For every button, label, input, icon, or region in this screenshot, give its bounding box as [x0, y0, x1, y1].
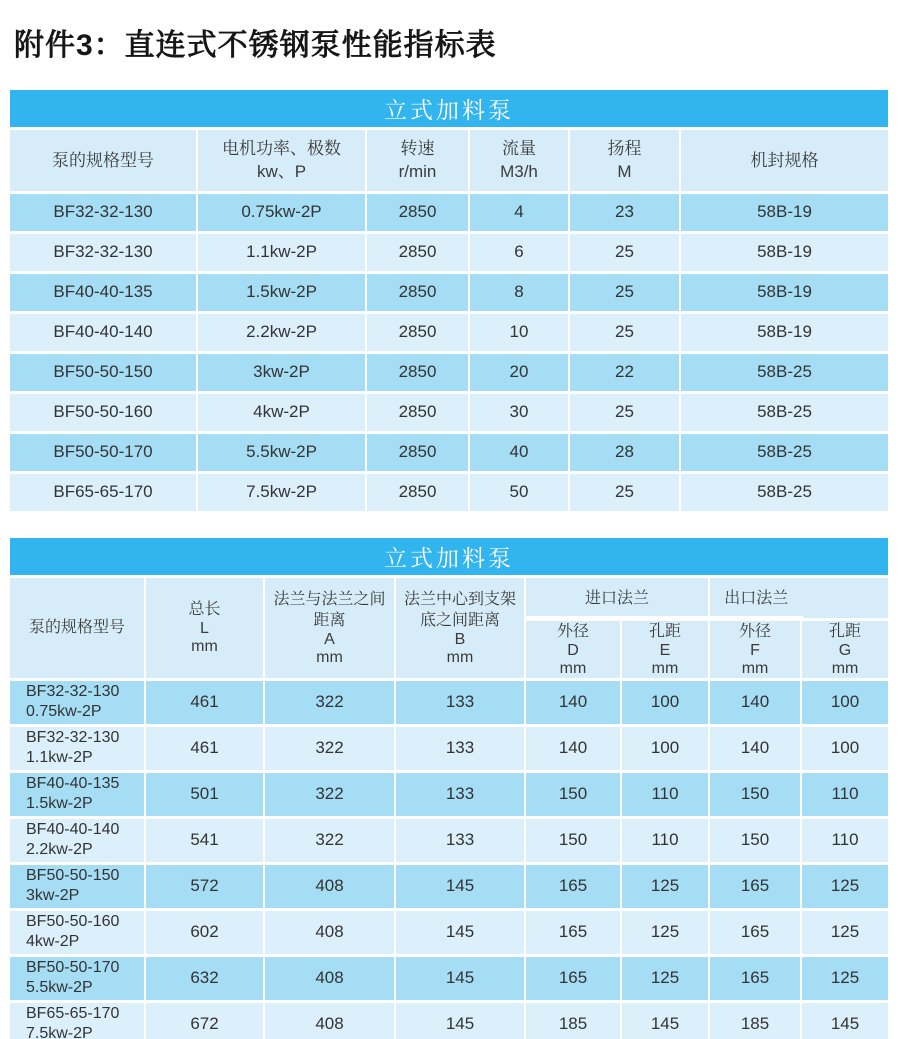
cell-flow: 50: [469, 472, 569, 512]
table-row: [10, 817, 888, 863]
cell-distance-b: 133: [395, 771, 525, 817]
cell-inlet-hole: 125: [621, 909, 709, 955]
cell-power: 0.75kw-2P: [197, 192, 366, 232]
cell-flow: 10: [469, 312, 569, 352]
col-header-flange-distance: 法兰与法兰之间 距离 A mm: [264, 578, 395, 680]
table-row: [10, 312, 888, 352]
col-header-total-length: 总长 L mm: [145, 578, 264, 680]
cell-model: BF32-32-130 1.1kw-2P: [10, 725, 145, 771]
cell-distance-b: 133: [395, 679, 525, 725]
cell-outlet-hole: 100: [801, 679, 888, 725]
cell-model: BF65-65-170 7.5kw-2P: [10, 1001, 145, 1039]
cell-outlet-od: 165: [709, 863, 801, 909]
col-header-inlet-od: 外径 D mm: [525, 619, 621, 679]
cell-model: BF40-40-135: [10, 272, 197, 312]
col-header-inlet-hole-distance: 孔距 E mm: [621, 619, 709, 679]
col-header-outlet-hole-distance: 孔距 G mm: [801, 619, 888, 679]
cell-distance-a: 322: [264, 725, 395, 771]
cell-model: BF65-65-170: [10, 472, 197, 512]
cell-distance-a: 322: [264, 771, 395, 817]
cell-inlet-od: 185: [525, 1001, 621, 1039]
cell-flow: 20: [469, 352, 569, 392]
cell-flow: 30: [469, 392, 569, 432]
cell-speed: 2850: [366, 392, 469, 432]
cell-head: 23: [569, 192, 680, 232]
cell-inlet-od: 150: [525, 771, 621, 817]
cell-inlet-od: 150: [525, 817, 621, 863]
cell-power: 1.5kw-2P: [197, 272, 366, 312]
cell-seal: 58B-19: [680, 232, 888, 272]
cell-model: BF50-50-170: [10, 432, 197, 472]
cell-seal: 58B-19: [680, 312, 888, 352]
cell-inlet-hole: 100: [621, 679, 709, 725]
table-row: [10, 771, 888, 817]
cell-model: BF40-40-140 2.2kw-2P: [10, 817, 145, 863]
cell-inlet-hole: 110: [621, 771, 709, 817]
cell-outlet-hole: 100: [801, 725, 888, 771]
cell-outlet-od: 165: [709, 955, 801, 1001]
cell-inlet-hole: 100: [621, 725, 709, 771]
table-row: [10, 472, 888, 512]
cell-head: 25: [569, 232, 680, 272]
page-title: 附件3：直连式不锈钢泵性能指标表: [14, 29, 497, 62]
cell-distance-a: 408: [264, 909, 395, 955]
cell-inlet-od: 140: [525, 679, 621, 725]
dimensions-table-banner: 立式加料泵: [10, 538, 888, 575]
cell-power: 5.5kw-2P: [197, 432, 366, 472]
cell-flow: 40: [469, 432, 569, 472]
cell-power: 3kw-2P: [197, 352, 366, 392]
cell-distance-b: 145: [395, 863, 525, 909]
cell-total-length: 461: [145, 725, 264, 771]
cell-outlet-od: 185: [709, 1001, 801, 1039]
cell-model: BF50-50-150 3kw-2P: [10, 863, 145, 909]
cell-outlet-od: 165: [709, 909, 801, 955]
cell-outlet-hole: 110: [801, 771, 888, 817]
cell-distance-a: 408: [264, 863, 395, 909]
col-header-seal: 机封规格: [680, 130, 888, 192]
cell-outlet-od: 150: [709, 817, 801, 863]
performance-table-banner: 立式加料泵: [10, 90, 888, 127]
cell-inlet-od: 165: [525, 955, 621, 1001]
cell-seal: 58B-25: [680, 352, 888, 392]
cell-inlet-od: 140: [525, 725, 621, 771]
cell-model: BF32-32-130 0.75kw-2P: [10, 679, 145, 725]
cell-inlet-od: 165: [525, 909, 621, 955]
table-row: [10, 352, 888, 392]
cell-speed: 2850: [366, 432, 469, 472]
table-row: [10, 863, 888, 909]
cell-outlet-hole: 125: [801, 909, 888, 955]
cell-outlet-od: 150: [709, 771, 801, 817]
table-row: [10, 955, 888, 1001]
cell-head: 22: [569, 352, 680, 392]
cell-distance-b: 145: [395, 955, 525, 1001]
cell-power: 2.2kw-2P: [197, 312, 366, 352]
cell-head: 25: [569, 272, 680, 312]
cell-inlet-hole: 145: [621, 1001, 709, 1039]
cell-speed: 2850: [366, 472, 469, 512]
cell-speed: 2850: [366, 232, 469, 272]
cell-power: 1.1kw-2P: [197, 232, 366, 272]
cell-distance-b: 133: [395, 817, 525, 863]
cell-seal: 58B-25: [680, 392, 888, 432]
performance-table-header: [10, 130, 888, 192]
cell-speed: 2850: [366, 272, 469, 312]
cell-seal: 58B-19: [680, 272, 888, 312]
cell-model: BF32-32-130: [10, 192, 197, 232]
cell-head: 25: [569, 312, 680, 352]
cell-total-length: 501: [145, 771, 264, 817]
table-row: [10, 725, 888, 771]
col-header-motor-power: 电机功率、极数 kw、P: [197, 130, 366, 192]
performance-table: [10, 130, 888, 514]
cell-seal: 58B-19: [680, 192, 888, 232]
cell-power: 4kw-2P: [197, 392, 366, 432]
cell-power: 7.5kw-2P: [197, 472, 366, 512]
cell-inlet-hole: 125: [621, 955, 709, 1001]
cell-distance-a: 408: [264, 955, 395, 1001]
col-header-flow: 流量 M3/h: [469, 130, 569, 192]
cell-total-length: 672: [145, 1001, 264, 1039]
col-header-head: 扬程 M: [569, 130, 680, 192]
group-header-inlet-flange: 进口法兰: [525, 578, 709, 620]
cell-head: 25: [569, 472, 680, 512]
cell-head: 28: [569, 432, 680, 472]
cell-outlet-od: 140: [709, 725, 801, 771]
table-row: [10, 192, 888, 232]
cell-total-length: 572: [145, 863, 264, 909]
cell-inlet-od: 165: [525, 863, 621, 909]
cell-distance-a: 408: [264, 1001, 395, 1039]
col-header-center-to-bracket: 法兰中心到支架 底之间距离 B mm: [395, 578, 525, 680]
cell-model: BF40-40-135 1.5kw-2P: [10, 771, 145, 817]
cell-total-length: 632: [145, 955, 264, 1001]
cell-model: BF50-50-170 5.5kw-2P: [10, 955, 145, 1001]
cell-outlet-hole: 110: [801, 817, 888, 863]
cell-speed: 2850: [366, 192, 469, 232]
cell-inlet-hole: 125: [621, 863, 709, 909]
cell-outlet-od: 140: [709, 679, 801, 725]
cell-model: BF32-32-130: [10, 232, 197, 272]
table-row: [10, 909, 888, 955]
col-header-speed: 转速 r/min: [366, 130, 469, 192]
cell-model: BF50-50-160: [10, 392, 197, 432]
table-row: [10, 272, 888, 312]
cell-distance-a: 322: [264, 817, 395, 863]
cell-speed: 2850: [366, 312, 469, 352]
cell-flow: 4: [469, 192, 569, 232]
cell-outlet-hole: 125: [801, 863, 888, 909]
col-header-outlet-od: 外径 F mm: [709, 619, 801, 679]
cell-seal: 58B-25: [680, 432, 888, 472]
dimensions-table-header: [10, 578, 888, 680]
col-header-model: 泵的规格型号: [10, 130, 197, 192]
cell-flow: 8: [469, 272, 569, 312]
cell-total-length: 461: [145, 679, 264, 725]
table-row: [10, 679, 888, 725]
cell-seal: 58B-25: [680, 472, 888, 512]
cell-distance-b: 145: [395, 909, 525, 955]
cell-speed: 2850: [366, 352, 469, 392]
group-header-outlet-flange: 出口法兰: [709, 578, 888, 620]
table-row: [10, 1001, 888, 1039]
document-page: [0, 26, 898, 1039]
cell-distance-a: 322: [264, 679, 395, 725]
table-row: [10, 232, 888, 272]
cell-outlet-hole: 145: [801, 1001, 888, 1039]
cell-distance-b: 133: [395, 725, 525, 771]
cell-total-length: 541: [145, 817, 264, 863]
cell-outlet-hole: 125: [801, 955, 888, 1001]
performance-table-section: [10, 90, 888, 514]
cell-distance-b: 145: [395, 1001, 525, 1039]
table-row: [10, 432, 888, 472]
table-row: [10, 392, 888, 432]
cell-total-length: 602: [145, 909, 264, 955]
cell-model: BF50-50-150: [10, 352, 197, 392]
dimensions-table-section: [10, 538, 888, 1039]
cell-inlet-hole: 110: [621, 817, 709, 863]
col-header-model: 泵的规格型号: [10, 578, 145, 680]
cell-model: BF40-40-140: [10, 312, 197, 352]
cell-flow: 6: [469, 232, 569, 272]
cell-model: BF50-50-160 4kw-2P: [10, 909, 145, 955]
cell-head: 25: [569, 392, 680, 432]
dimensions-table: [10, 578, 888, 1039]
